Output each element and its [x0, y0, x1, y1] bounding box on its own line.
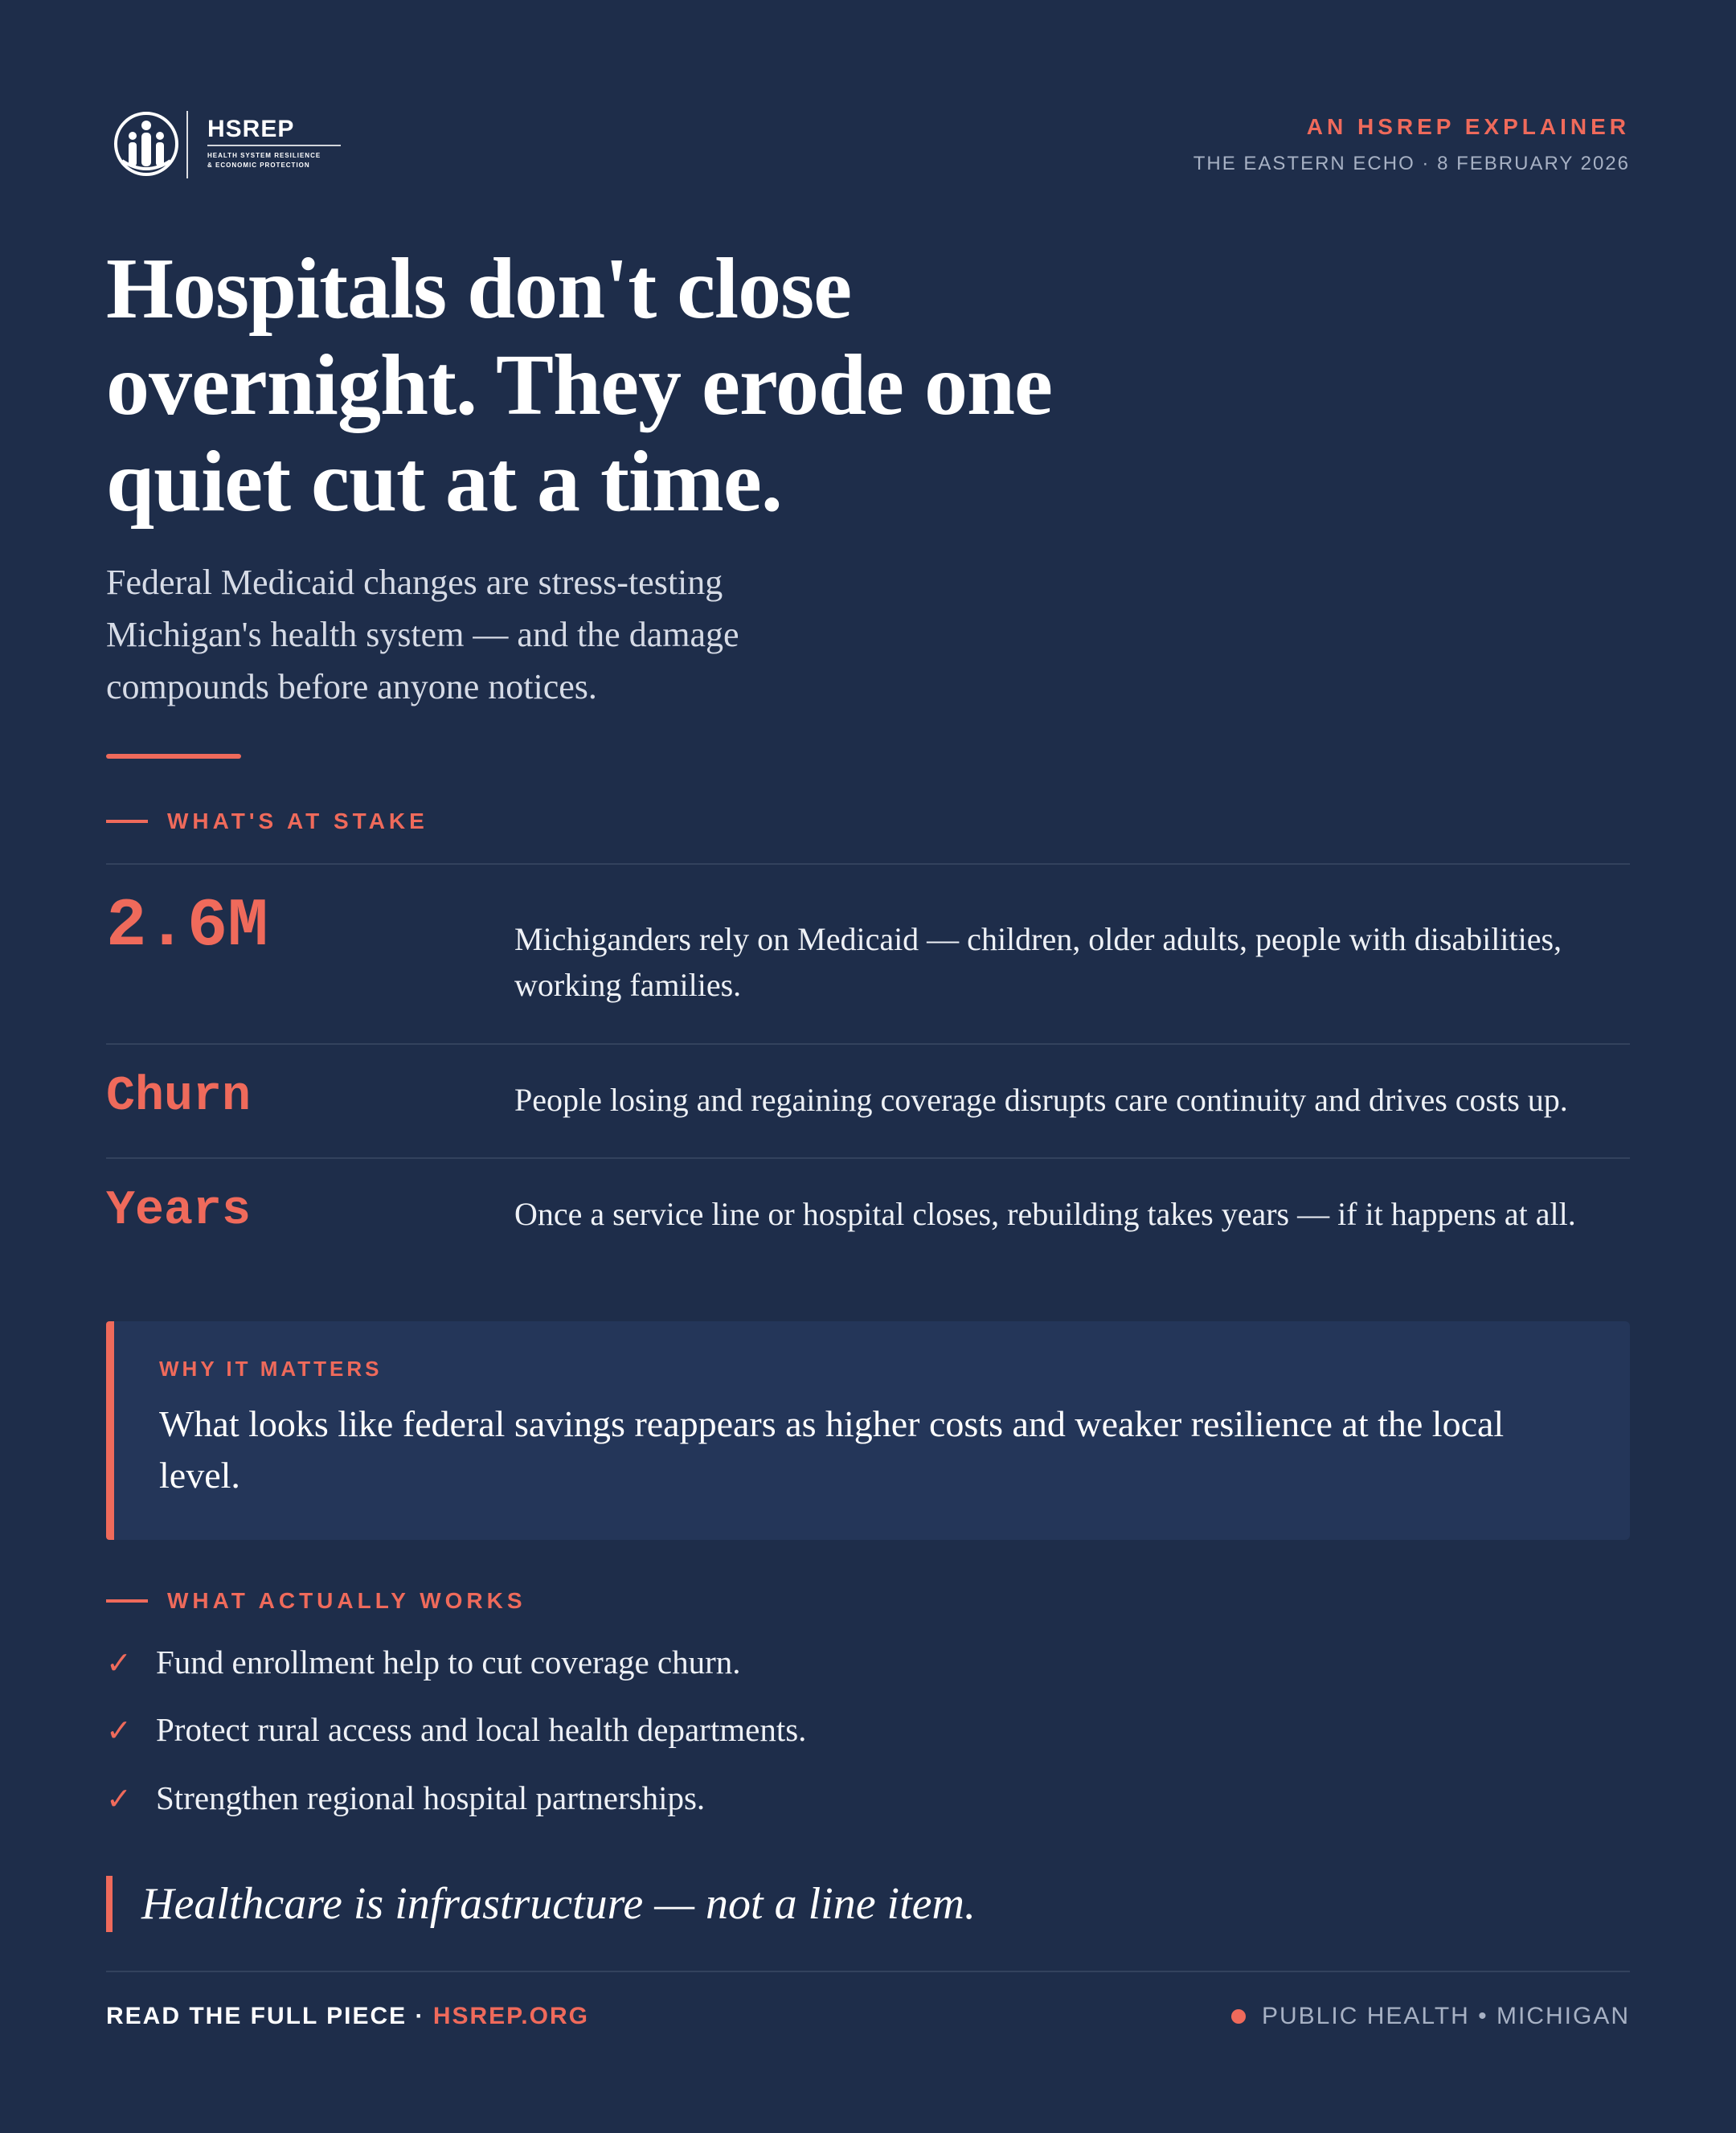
works-label: WHAT ACTUALLY WORKS	[167, 1588, 526, 1613]
pull-quote: Healthcare is infrastructure — not a line item.	[141, 1879, 976, 1929]
footer-tag-text: PUBLIC HEALTH • MICHIGAN	[1261, 2003, 1630, 2029]
list-item-text: Strengthen regional hospital partnerships.	[156, 1779, 706, 1816]
headline: Hospitals don't close overnight. They erode one quiet cut at a time.	[106, 241, 1052, 530]
accent-bar	[106, 754, 241, 759]
checkmark-icon: ✓	[106, 1645, 132, 1681]
stakes-section-label	[106, 809, 428, 834]
explainer-page	[106, 0, 1630, 2133]
footer-cta-text: READ THE FULL PIECE ·	[106, 2003, 425, 2029]
hsrep-logo	[114, 106, 355, 183]
brand-subtitle-line2: & ECONOMIC PROTECTION	[207, 162, 310, 169]
dateline: THE EASTERN ECHO · 8 FEBRUARY 2026	[1193, 153, 1630, 174]
section-dash	[106, 820, 148, 823]
brand-subtitle-line1: HEALTH SYSTEM RESILIENCE	[207, 152, 321, 159]
checkmark-icon: ✓	[106, 1781, 132, 1816]
checkmark-icon: ✓	[106, 1713, 132, 1748]
stat-description: People losing and regaining coverage disrupts care continuity and drives costs up.	[514, 1082, 1568, 1118]
list-item-text: Fund enrollment help to cut coverage churn.	[156, 1644, 741, 1681]
works-section-label	[106, 1588, 526, 1614]
stat-value: Years	[106, 1184, 252, 1238]
callout-label: WHY IT MATTERS	[159, 1357, 383, 1381]
callout-accent-bar	[106, 1321, 114, 1540]
brand-name: HSREP	[207, 116, 295, 142]
footer-divider	[106, 1971, 1630, 1972]
stakes-label: WHAT'S AT STAKE	[167, 809, 428, 833]
stat-description: Michiganders rely on Medicaid — children, older adults, people with disabilities, working families.	[514, 921, 1562, 1003]
divider	[106, 863, 1630, 865]
footer-tag	[1231, 2003, 1630, 2030]
divider	[106, 1043, 1630, 1045]
list-item-text: Protect rural access and local health departments.	[156, 1711, 807, 1748]
subhead: Federal Medicaid changes are stress-testing Michigan's health system — and the damage compounds before anyone notices.	[106, 563, 739, 706]
logo-rule	[207, 145, 341, 146]
logo-divider	[186, 111, 188, 178]
list-item	[106, 1710, 806, 1749]
divider	[106, 1157, 1630, 1159]
stat-description: Once a service line or hospital closes, rebuilding takes years — if it happens at all.	[514, 1196, 1576, 1232]
stat-value: 2.6M	[106, 889, 268, 965]
list-item	[106, 1643, 741, 1681]
people-circle-icon	[114, 109, 178, 178]
list-item	[106, 1779, 705, 1817]
brand-subtitle	[207, 151, 368, 170]
callout-text: What looks like federal savings reappears as higher costs and weaker resilience at the local level.	[159, 1403, 1505, 1496]
kicker: AN HSREP EXPLAINER	[1306, 114, 1630, 139]
quote-accent-bar	[106, 1876, 113, 1932]
stat-value: Churn	[106, 1070, 252, 1124]
footer-link[interactable]: HSREP.ORG	[432, 2003, 589, 2029]
footer-cta	[106, 2003, 589, 2030]
dot-icon	[1231, 2009, 1246, 2024]
section-dash	[106, 1599, 148, 1603]
why-it-matters-callout	[106, 1321, 1630, 1540]
